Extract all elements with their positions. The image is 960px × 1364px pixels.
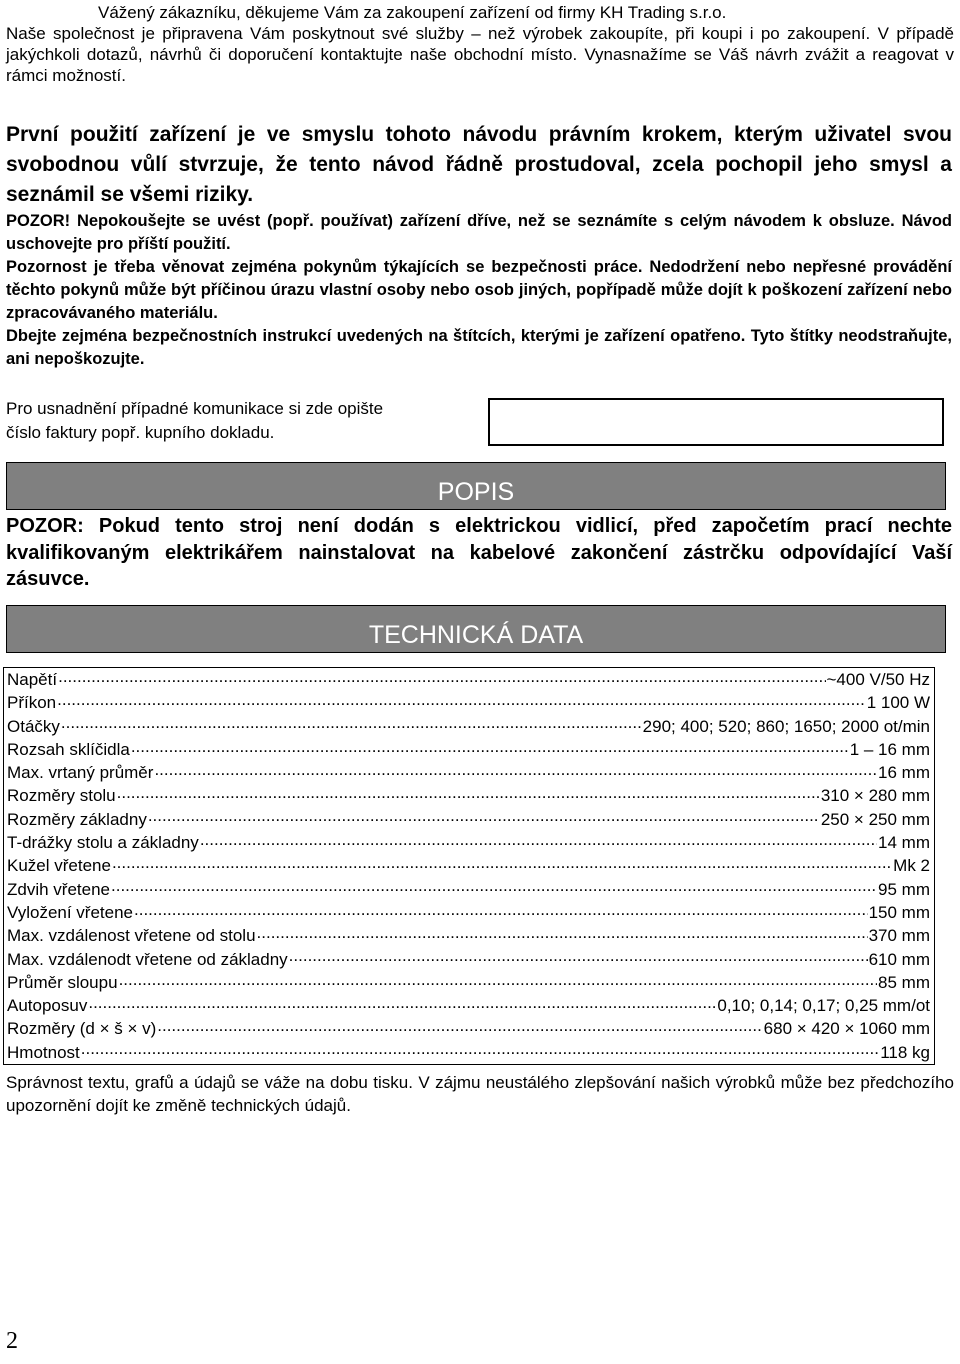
spec-label: Kužel vřetene bbox=[7, 856, 111, 876]
spec-row bbox=[7, 878, 930, 901]
spec-value: 1 – 16 mm bbox=[849, 739, 930, 759]
invoice-line-2: číslo faktury popř. kupního dokladu. bbox=[6, 423, 275, 442]
spec-leader-dots bbox=[117, 787, 820, 801]
spec-row bbox=[7, 994, 930, 1017]
spec-leader-dots bbox=[154, 764, 877, 778]
spec-label: Rozměry (d × š × v) bbox=[7, 1019, 157, 1039]
spec-row bbox=[7, 784, 930, 807]
spec-value: ~400 V/50 Hz bbox=[826, 670, 930, 689]
spec-label: Max. vzdálenodt vřetene od základny bbox=[7, 949, 288, 969]
spec-label: Průměr sloupu bbox=[7, 972, 118, 992]
spec-value: 370 mm bbox=[868, 926, 930, 946]
spec-value: 95 mm bbox=[878, 879, 930, 899]
spec-value: 150 mm bbox=[868, 902, 930, 922]
spec-row bbox=[7, 1041, 930, 1064]
spec-leader-dots bbox=[61, 718, 642, 732]
spec-label: Otáčky bbox=[7, 716, 60, 736]
spec-value: 1 100 W bbox=[866, 693, 930, 713]
spec-label: T-drážky stolu a základny bbox=[7, 833, 199, 853]
spec-row bbox=[7, 971, 930, 994]
spec-row bbox=[7, 831, 930, 854]
spec-row bbox=[7, 924, 930, 947]
spec-row bbox=[7, 808, 930, 831]
spec-value: 610 mm bbox=[868, 949, 930, 969]
pozor-notice: POZOR! Nepokoušejte se uvést (popř. používat) zařízení dříve, než se seznámíte s celým návodem k obsluze. Návod uschovejte pro příští použití. bbox=[6, 212, 952, 253]
spec-label: Hmotnost bbox=[7, 1042, 80, 1062]
spec-leader-dots bbox=[58, 671, 825, 685]
spec-value: 680 × 420 × 1060 mm bbox=[763, 1019, 930, 1039]
spec-row bbox=[7, 691, 930, 714]
spec-label: Rozměry stolu bbox=[7, 786, 116, 806]
spec-row bbox=[7, 1017, 930, 1040]
spec-label: Rozměry základny bbox=[7, 809, 147, 829]
spec-value: 250 × 250 mm bbox=[820, 809, 930, 829]
caution-text: POZOR: Pokud tento stroj není dodán s elektrickou vidlicí, před započetím prací nechte kvalifikovaným elektrikářem nainstalovat na kabelové zakončení zástrčku odpovídající Vaší zásuvce. bbox=[6, 515, 952, 590]
invoice-instructions bbox=[6, 397, 486, 445]
intro-greeting: Vážený zákazníku, děkujeme Vám za zakoupení zařízení od firmy KH Trading s.r.o. bbox=[98, 3, 727, 22]
labels-notice: Dbejte zejména bezpečnostních instrukcí uvedených na štítcích, kterými je zařízení opatřeno. Tyto štítky neodstraňujte, ani nepoškozujte. bbox=[6, 327, 952, 368]
spec-leader-dots bbox=[134, 904, 868, 918]
spec-value: 118 kg bbox=[880, 1042, 930, 1062]
section-heading-technical-data bbox=[6, 605, 946, 653]
attention-notice: Pozornost je třeba věnovat zejména pokynům týkajících se bezpečnosti práce. Nedodržení nebo nepřesné provádění těchto pokynů může být příčinou úrazu vlastní osoby nebo osob jiných, popřípadě může dojít k poškození zařízení nebo zpracovávaného materiálu. bbox=[6, 258, 952, 322]
section-heading-popis bbox=[6, 462, 946, 510]
spec-row bbox=[7, 901, 930, 924]
spec-value: 85 mm bbox=[878, 972, 930, 992]
spec-label: Napětí bbox=[7, 670, 58, 689]
spec-label: Příkon bbox=[7, 693, 57, 713]
spec-leader-dots bbox=[88, 997, 716, 1011]
invoice-number-box bbox=[488, 398, 944, 446]
spec-value: 14 mm bbox=[878, 833, 930, 853]
spec-label: Rozsah sklíčidla bbox=[7, 739, 130, 759]
page-number: 2 bbox=[6, 1328, 18, 1354]
spec-row bbox=[7, 948, 930, 971]
first-use-statement: První použití zařízení je ve smyslu tohoto návodu právním krokem, kterým uživatel svou svobodnou vůlí stvrzuje, že tento návod řádně prostudoval, zcela pochopil jeho smysl a seznámil se všemi riziky. bbox=[6, 123, 952, 206]
spec-leader-dots bbox=[112, 857, 892, 871]
spec-label: Zdvih vřetene bbox=[7, 879, 110, 899]
spec-value: Mk 2 bbox=[893, 856, 930, 876]
spec-row bbox=[7, 715, 930, 738]
spec-label: Max. vrtaný průměr bbox=[7, 763, 154, 783]
spec-leader-dots bbox=[257, 927, 868, 941]
invoice-line-1: Pro usnadnění případné komunikace si zde opište bbox=[6, 399, 384, 418]
spec-leader-dots bbox=[289, 951, 868, 965]
safety-warning bbox=[6, 120, 952, 371]
spec-row bbox=[7, 854, 930, 877]
spec-leader-dots bbox=[111, 881, 877, 895]
section-heading-popis-label: POPIS bbox=[437, 478, 515, 506]
spec-leader-dots bbox=[157, 1020, 762, 1034]
spec-leader-dots bbox=[131, 741, 849, 755]
intro-body: Naše společnost je připravena Vám poskytnout své služby – než výrobek zakoupíte, při koupi i po zakoupení. V případě jakýchkoli dotazů, návrhů či doporučení kontaktujte naše obchodní místo. Vynasnažíme se Váš návrh zvážit a reagovat v rámci možností. bbox=[6, 24, 954, 85]
spec-label: Autoposuv bbox=[7, 996, 88, 1016]
spec-value: 310 × 280 mm bbox=[820, 786, 930, 806]
spec-value: 16 mm bbox=[878, 763, 930, 783]
spec-leader-dots bbox=[119, 974, 877, 988]
spec-leader-dots bbox=[81, 1044, 879, 1058]
spec-row bbox=[7, 761, 930, 784]
spec-value: 0,10; 0,14; 0,17; 0,25 mm/ot bbox=[717, 996, 930, 1016]
spec-label: Vyložení vřetene bbox=[7, 902, 133, 922]
spec-leader-dots bbox=[57, 694, 866, 708]
spec-label: Max. vzdálenost vřetene od stolu bbox=[7, 926, 256, 946]
spec-table bbox=[3, 667, 935, 1065]
disclaimer-text: Správnost textu, grafů a údajů se váže na dobu tisku. V zájmu neustálého zlepšování našich výrobků může bez předchozího upozornění dojít ke změně technických údajů. bbox=[6, 1073, 954, 1115]
intro-section bbox=[6, 2, 954, 86]
spec-leader-dots bbox=[148, 811, 820, 825]
section-heading-technical-data-label: TECHNICKÁ DATA bbox=[368, 621, 584, 649]
spec-row bbox=[7, 668, 930, 691]
disclaimer bbox=[6, 1071, 954, 1117]
electrical-caution bbox=[6, 513, 952, 593]
spec-value: 290; 400; 520; 860; 1650; 2000 ot/min bbox=[642, 716, 930, 736]
spec-leader-dots bbox=[200, 834, 877, 848]
spec-row bbox=[7, 738, 930, 761]
